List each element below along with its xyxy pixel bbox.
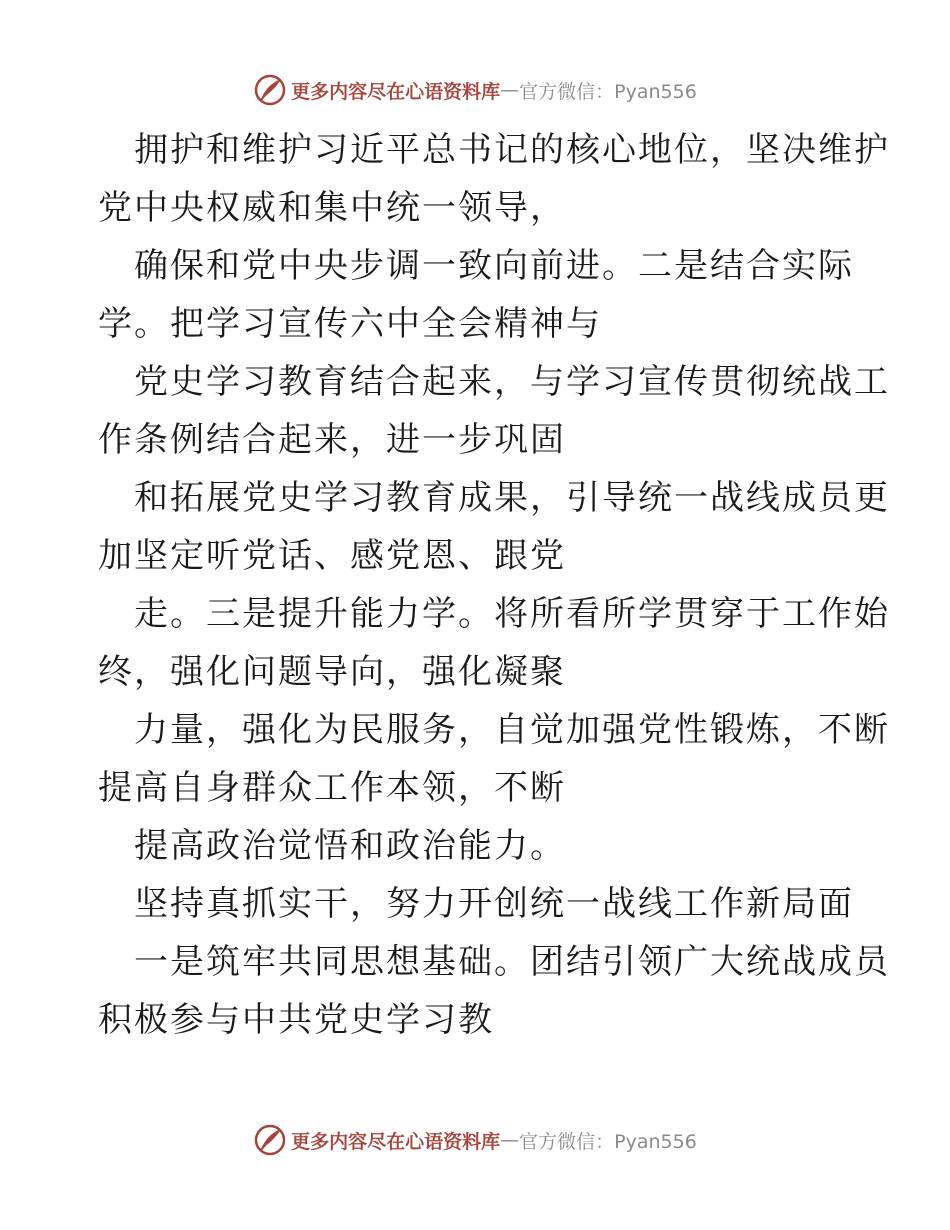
quill-pen-logo-icon	[253, 1123, 287, 1157]
footer-banner	[0, 1120, 950, 1160]
text-line: 积极参与中共党史学习教	[98, 1000, 494, 1040]
text-line: 党中央权威和集中统一领导，	[98, 188, 566, 228]
banner-separator: —	[500, 1129, 520, 1151]
banner-brand-text: 更多内容尽在心语资料库	[291, 80, 501, 103]
quill-pen-logo-icon	[253, 73, 287, 107]
text-line: 作条例结合起来，进一步巩固	[98, 420, 566, 460]
banner-wechat-text: 官方微信：Pyan556	[519, 1130, 697, 1153]
text-line: 走。三是提升能力学。将所看所学贯穿于工作始	[134, 594, 890, 634]
text-line: 加坚定听党话、感党恩、跟党	[98, 536, 566, 576]
text-line: 确保和党中央步调一致向前进。二是结合实际	[134, 246, 854, 286]
text-line: 终，强化问题导向，强化凝聚	[98, 652, 566, 692]
text-line: 党史学习教育结合起来，与学习宣传贯彻统战工	[134, 362, 890, 402]
text-line: 拥护和维护习近平总书记的核心地位，坚决维护	[134, 130, 890, 170]
header-banner	[0, 70, 950, 110]
text-line: 学。把学习宣传六中全会精神与	[98, 304, 602, 344]
text-line: 一是筑牢共同思想基础。团结引领广大统战成员	[134, 942, 890, 982]
banner-brand-text: 更多内容尽在心语资料库	[291, 1130, 501, 1153]
banner-separator: —	[500, 79, 520, 101]
text-line: 提高自身群众工作本领，不断	[98, 768, 566, 808]
text-line: 提高政治觉悟和政治能力。	[134, 826, 566, 866]
text-line: 坚持真抓实干，努力开创统一战线工作新局面	[134, 884, 854, 924]
text-line: 力量，强化为民服务，自觉加强党性锻炼，不断	[134, 710, 890, 750]
banner-wechat-text: 官方微信：Pyan556	[519, 80, 697, 103]
document-body	[98, 121, 890, 1049]
text-line: 和拓展党史学习教育成果，引导统一战线成员更	[134, 478, 890, 518]
